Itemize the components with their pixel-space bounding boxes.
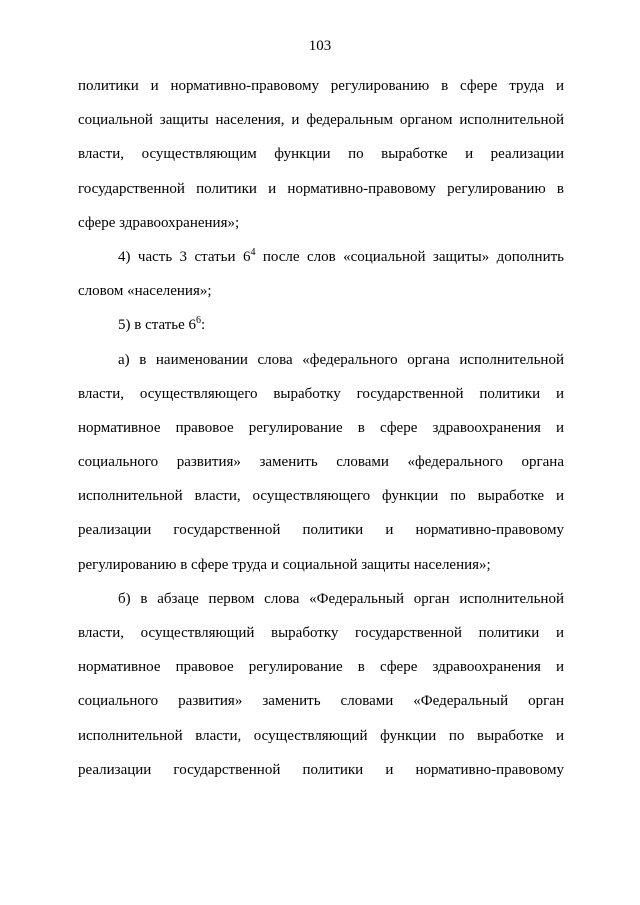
superscript: 6: [196, 315, 202, 327]
text-line: [78, 242, 564, 276]
text-line-content: социального развития» заменить словами «Федеральный орган: [78, 693, 564, 710]
text-line-content: социального развития» заменить словами «федерального органа: [78, 454, 564, 471]
text-line: [78, 618, 564, 652]
text-line-content: политики и нормативно-правовому регулированию в сфере труда и: [78, 78, 564, 94]
text-line-tail: после слов «социальной защиты» дополнить: [255, 248, 564, 265]
text-line-content: социальной защиты населения, и федеральным органом исполнительной: [78, 112, 564, 129]
text-line-content: государственной политики и нормативно-правовому регулированию в: [78, 180, 564, 197]
text-line-content: реализации государственной политики и нормативно-правовому: [78, 522, 564, 539]
text-line: [78, 755, 564, 789]
text-line-content: а) в наименовании слова «федерального органа исполнительной: [118, 351, 564, 368]
text-line-content: исполнительной власти, осуществляющего функции по выработке и: [78, 488, 564, 505]
text-line: [78, 515, 564, 549]
text-line-content: реализации государственной политики и нормативно-правовому: [78, 761, 564, 778]
text-line: [78, 584, 564, 618]
text-line-tail: :: [201, 317, 206, 334]
superscript: 4: [250, 246, 256, 258]
text-line-content: нормативное правовое регулирование в сфере здравоохранения и: [78, 659, 564, 676]
text-line: [78, 413, 564, 447]
text-line: [78, 550, 564, 584]
text-line-content: сфере здравоохранения»;: [78, 214, 240, 231]
text-line-content: словом «населения»;: [78, 283, 212, 300]
document-body: [78, 71, 564, 789]
text-line: [78, 105, 564, 139]
text-line: [78, 652, 564, 686]
text-line: [78, 276, 564, 310]
text-line: [78, 686, 564, 720]
text-line-content: 5) в статье 6: [118, 317, 197, 334]
text-line-content: власти, осуществляющий выработку государственной политики и: [78, 625, 564, 641]
text-line-content: власти, осуществляющим функции по выработке и реализации: [78, 146, 564, 163]
text-line: [78, 208, 564, 242]
text-line: [78, 345, 564, 379]
page-number: 103: [308, 38, 332, 54]
text-line: [78, 174, 564, 208]
text-line-content: власти, осуществляющего выработку государственной политики и: [78, 385, 564, 402]
text-line: [78, 71, 564, 105]
text-line: [78, 481, 564, 515]
text-line: [78, 379, 564, 413]
text-line-content: 4) часть 3 статьи 6: [118, 248, 251, 265]
text-line: [78, 139, 564, 173]
text-line-content: исполнительной власти, осуществляющий функции по выработке и: [78, 727, 564, 744]
text-line: [78, 310, 564, 344]
text-line-content: регулированию в сфере труда и социальной защиты населения»;: [78, 556, 491, 573]
text-line-content: нормативное правовое регулирование в сфере здравоохранения и: [78, 419, 564, 436]
text-line: [78, 721, 564, 755]
text-line-content: б) в абзаце первом слова «Федеральный орган исполнительной: [118, 590, 564, 607]
text-line: [78, 447, 564, 481]
